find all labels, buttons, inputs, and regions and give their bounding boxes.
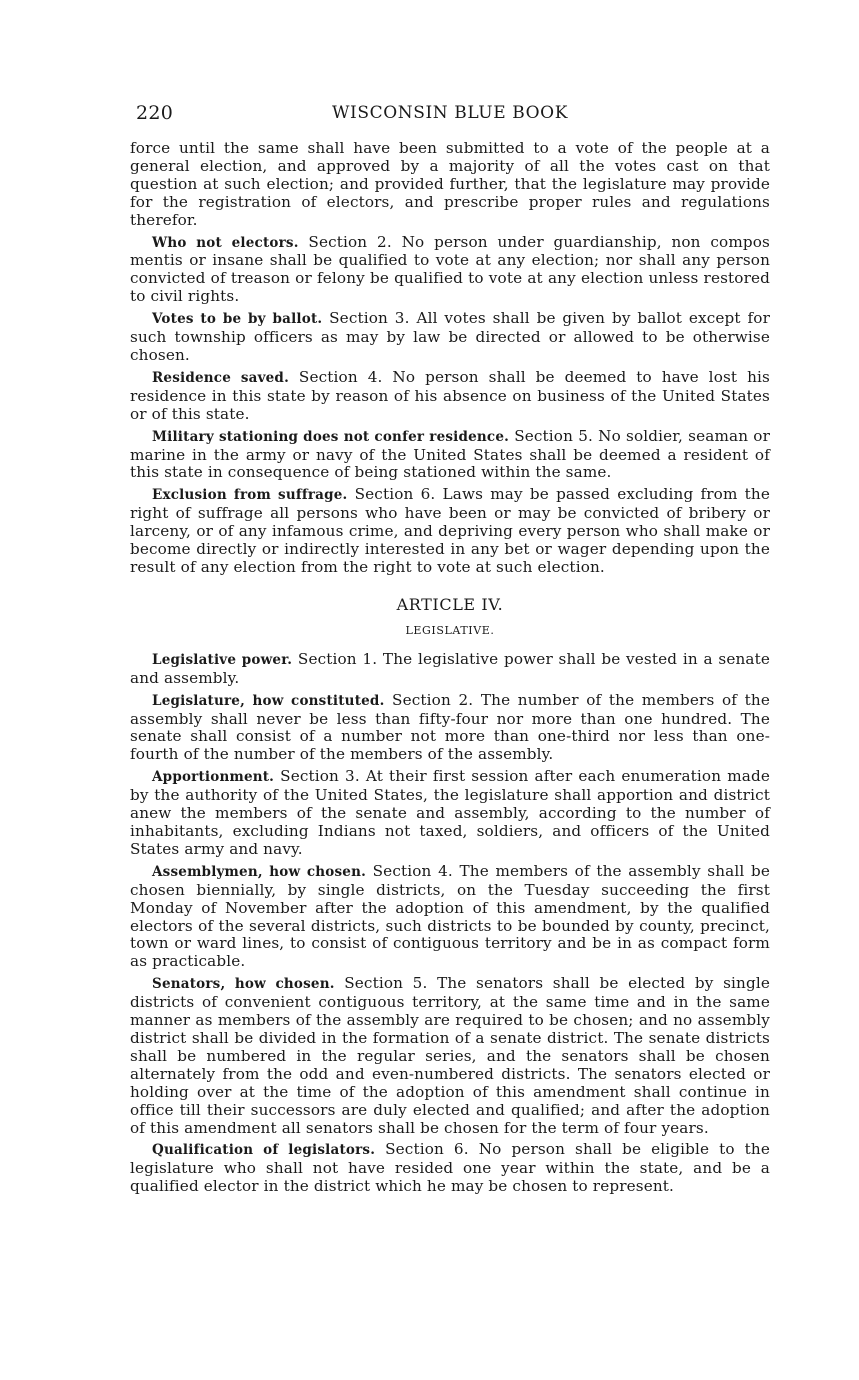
section-heading: Who not electors. (152, 234, 299, 251)
section-paragraph (130, 486, 770, 577)
section-heading: Qualification of legislators. (152, 1142, 376, 1159)
section-heading: Senators, how chosen. (152, 976, 335, 993)
page-header (130, 102, 770, 132)
section-heading: Assemblymen, how chosen. (152, 863, 367, 880)
page-number: 220 (136, 102, 174, 124)
section-text: Section 5. No soldier, seaman or marine in the army or navy of the United States shall be deemed a resident of this state in consequence of being stationed within the same. (130, 426, 771, 482)
section-text: Section 2. No person under guardianship, non compos mentis or insane shall be qualified to vote at any election; nor shall any person convicted of treason or felony be qualified to vote at any election unless restored to civil rights. (130, 232, 770, 306)
section-paragraph (130, 692, 770, 765)
section-paragraph (130, 863, 770, 971)
section-text: Section 5. The senators shall be elected by single districts of convenient contiguous territory, at the same time and in the same manner as members of the assembly are required to be chosen; and no assembly district shall be divided in the formation of a senate district. The senate districts shall be numbered in the regular series, and the senators shall be chosen alternately from the odd and even-numbered districts. The senators elected or holding over at the time of the adoption of this amendment shall continue in office till their successors are duly elected and qualified; and after the adoption of this amendment all senators shall be chosen for the term of four years. (130, 974, 770, 1137)
section-paragraph (130, 428, 770, 483)
running-title: WISCONSIN BLUE BOOK (331, 103, 569, 123)
section-text: Section 6. No person shall be eligible to the legislature who shall not have resided one year within the state, and be a qualified elector in the district which he may be chosen to represent. (130, 1140, 770, 1196)
section-paragraph (130, 310, 770, 365)
section-heading: Legislative power. (152, 651, 293, 668)
section-paragraph (130, 234, 770, 307)
section-paragraph (130, 768, 770, 859)
continuation-paragraph: force until the same shall have been submitted to a vote of the people at a general election, and approved by a majority of all the votes cast on that question at such election; and provided further, that the legislature may provide for the registration of electors, and prescribe proper rules and regulations therefor. (130, 139, 770, 229)
article-subtitle: LEGISLATIVE. (405, 623, 495, 637)
article-title: ARTICLE IV. (396, 594, 504, 614)
section-paragraph (130, 369, 770, 424)
section-text: Section 6. Laws may be passed excluding from the right of suffrage all persons who have been or may be convicted of bribery or larceny, or of any infamous crime, and depriving every person who shall make or become directly or indirectly interested in any bet or wager depending upon the result of any election from the right to vote at such election. (130, 485, 770, 576)
section-text: Section 4. The members of the assembly shall be chosen biennially, by single districts, on the Tuesday succeeding the first Monday of November after the adoption of this amendment, by the qualified electors of the several districts, such districts to be bounded by county, precinct, town or ward lines, to consist of contiguous territory and be in as compact form as practicable. (130, 861, 771, 971)
section-heading: Exclusion from suffrage. (152, 487, 348, 504)
section-paragraph (130, 1141, 770, 1196)
section-paragraph (130, 975, 770, 1137)
section-paragraph (130, 651, 770, 688)
section-text: Section 4. No person shall be deemed to have lost his residence in this state by reason of his absence on business of the United States or of this state. (130, 367, 771, 423)
section-text: Section 2. The number of the members of the assembly shall never be less than fifty-four nor more than one hundred. The senate shall consist of a number not more than one-third nor less than one-fourth of the number of the members of the assembly. (130, 690, 770, 764)
section-heading: Legislature, how constituted. (152, 692, 385, 709)
section-text: Section 1. The legislative power shall be vested in a senate and assembly. (130, 649, 770, 687)
document-page (130, 102, 770, 1200)
section-text: Section 3. All votes shall be given by ballot except for such township officers as may by law be directed or allowed to be otherwise chosen. (130, 309, 770, 364)
section-heading: Votes to be by ballot. (152, 311, 323, 328)
section-heading: Residence saved. (152, 369, 289, 386)
section-heading: Apportionment. (152, 769, 275, 786)
section-heading: Military stationing does not confer residence. (152, 428, 510, 445)
section-text: Section 3. At their first session after each enumeration made by the authority of the United States, the legislature shall apportion and district anew the members of the senate and assembly, according to the number of inhabitants, excluding Indians not taxed, soldiers, and officers of the United States army and navy. (130, 767, 770, 858)
